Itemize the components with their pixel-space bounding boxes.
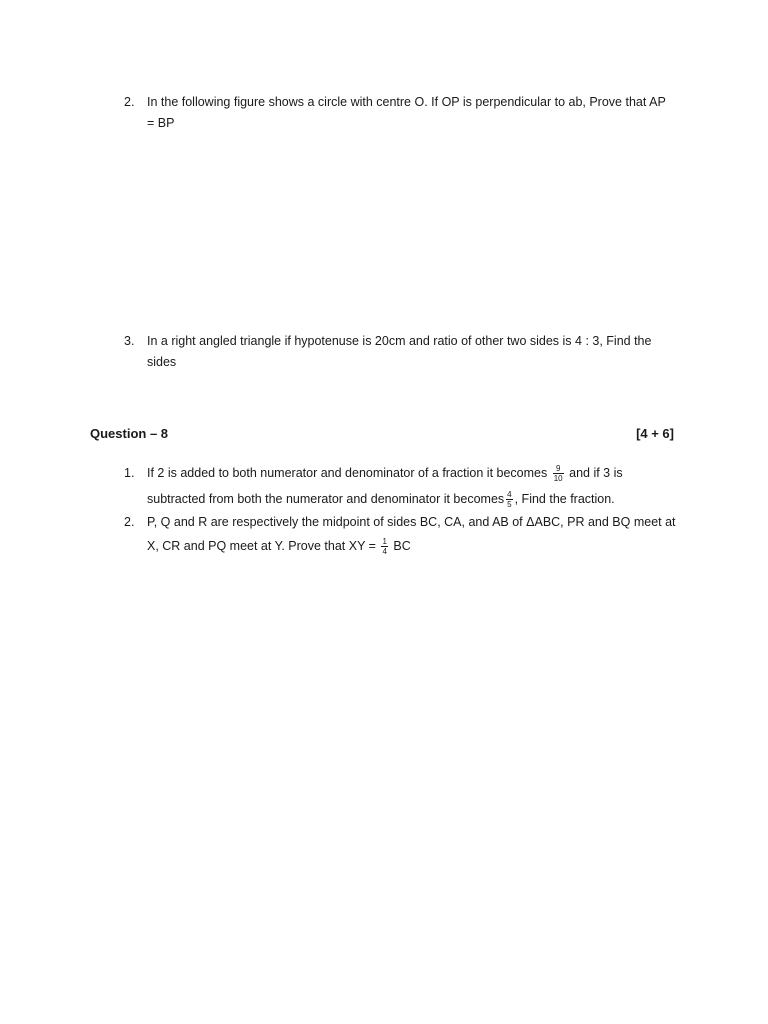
- question-text: [147, 512, 684, 559]
- question-text: [147, 331, 684, 373]
- text-segment: and if 3 is: [569, 466, 623, 480]
- fraction-numerator: 1: [382, 537, 387, 547]
- question-text-line: [147, 460, 684, 486]
- question-3-triangle: [124, 331, 684, 373]
- fraction-9-10: [553, 464, 564, 483]
- question-number: 2.: [124, 95, 135, 109]
- question-text: [147, 460, 684, 512]
- fraction-1-4: [381, 537, 387, 556]
- text-segment: BC: [393, 539, 411, 553]
- question-text-line: In the following figure shows a circle with centre O. If OP is perpendicular to ab, Prove that AP: [147, 95, 666, 109]
- question-2-circle: [124, 92, 684, 134]
- question-8-1: [124, 460, 684, 512]
- fraction-denominator: 10: [553, 474, 563, 484]
- question-number: 2.: [124, 515, 135, 529]
- question-8-2: [124, 512, 684, 559]
- fraction-denominator: 4: [382, 547, 387, 557]
- question-text-line: [147, 486, 684, 512]
- section-title: Question – 8: [90, 426, 169, 441]
- question-text-line: In a right angled triangle if hypotenuse is 20cm and ratio of other two sides is 4 : 3, Find the: [147, 334, 652, 348]
- fraction-4-5: [506, 490, 512, 509]
- question-text-line: P, Q and R are respectively the midpoint of sides BC, CA, and AB of ΔABC, PR and BQ meet at: [147, 515, 676, 529]
- question-number: 1.: [124, 466, 135, 480]
- text-segment: subtracted from both the numerator and denominator it becomes: [147, 492, 505, 506]
- text-segment: If 2 is added to both numerator and denominator of a fraction it becomes: [147, 466, 548, 480]
- fraction-numerator: 9: [553, 464, 564, 474]
- question-text-line: [147, 533, 684, 559]
- section-marks: [4 + 6]: [636, 426, 674, 441]
- question-text-line: = BP: [147, 116, 175, 130]
- question-number: 3.: [124, 334, 135, 348]
- question-text: [147, 92, 684, 134]
- question-text-line: sides: [147, 355, 177, 369]
- fraction-denominator: 5: [507, 500, 512, 510]
- fraction-numerator: 4: [507, 490, 512, 500]
- text-segment: X, CR and PQ meet at Y. Prove that XY =: [147, 539, 376, 553]
- text-segment: , Find the fraction.: [514, 492, 615, 506]
